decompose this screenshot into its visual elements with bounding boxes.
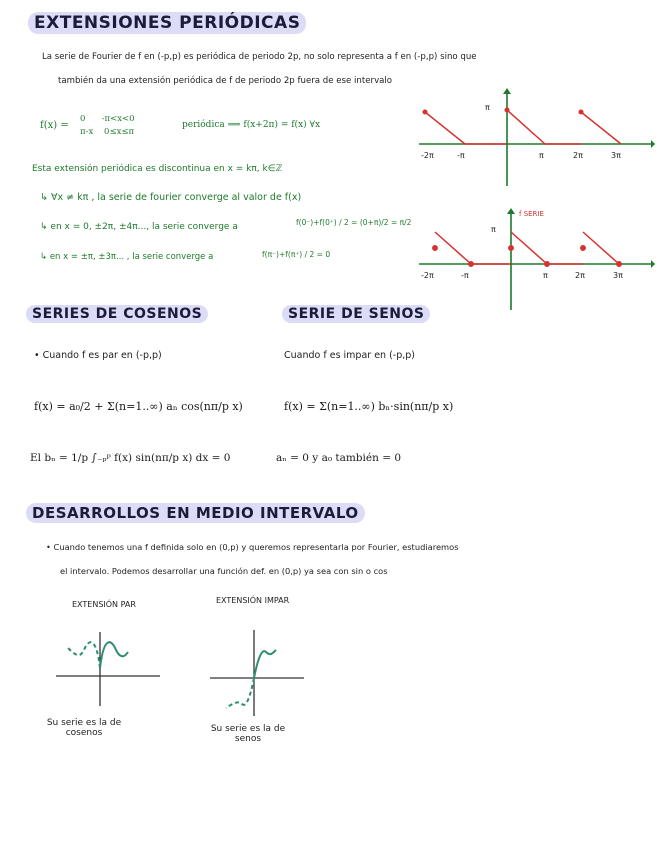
g2-label-2pi: 2π [575, 271, 585, 280]
periodic-line2: también da una extensión periódica de f de periodo 2p fuera de ese intervalo [58, 76, 393, 86]
sin-an: aₙ = 0 y a₀ también = 0 [276, 452, 402, 464]
bullet3a: ↳ en x = ±π, ±3π... , la serie converge a [40, 252, 214, 262]
g2-label-negpi: -π [461, 271, 469, 280]
def-case1: 0 -π<x<0 [80, 114, 135, 124]
g1-label-pi-y: π [485, 103, 490, 112]
even-curve-left [68, 642, 100, 668]
disc-text: Esta extensión periódica es discontinua en x = kπ, k∈ℤ [32, 164, 283, 174]
caption-even: Su serie es la de cosenos [46, 718, 122, 738]
caption-odd: Su serie es la de senos [210, 724, 286, 744]
sin-formula: f(x) = Σ(n=1..∞) bₙ·sin(nπ/p x) [284, 400, 454, 413]
g1-label-3pi: 3π [611, 151, 621, 160]
odd-curve-left [226, 678, 254, 708]
g1-label-pi: π [539, 151, 544, 160]
bullet1: ↳ ∀x ≠ kπ , la serie de fourier converge al valor de f(x) [40, 192, 302, 203]
periodic-line1: La serie de Fourier de f en (-p,p) es periódica de periodo 2p, no solo representa a f en (-p,p) sino que [42, 52, 477, 62]
bullet3b: f(π⁻)+f(π⁺) / 2 = 0 [262, 250, 331, 259]
graph-odd-extension [208, 628, 318, 718]
sin-condition: Cuando f es impar en (-p,p) [284, 350, 416, 361]
g2-label-3pi: 3π [613, 271, 623, 280]
label-ext-impar: EXTENSIÓN IMPAR [216, 596, 290, 605]
def-case2: π-x 0≤x≤π [80, 127, 135, 137]
odd-curve-right [254, 650, 276, 678]
graph-series-convergence [415, 202, 655, 312]
g2-label-pi: π [543, 271, 548, 280]
label-ext-par: EXTENSIÓN PAR [72, 600, 136, 609]
periodic-text: periódica ⟹ f(x+2π) = f(x) ∀x [182, 120, 321, 130]
cos-formula: f(x) = a₀/2 + Σ(n=1..∞) aₙ cos(nπ/p x) [34, 400, 243, 413]
g1-label-negpi: -π [457, 151, 465, 160]
graph1-function [423, 108, 621, 144]
half-line2: el intervalo. Podemos desarrollar una función def. en (0,p) ya sea con sin o cos [60, 566, 388, 576]
def-lhs: f(x) = [40, 120, 69, 131]
cos-condition: • Cuando f es par en (-p,p) [34, 350, 162, 361]
title-sin: SERIE DE SENOS [282, 305, 430, 323]
graph2-function [433, 232, 621, 266]
graph-even-extension [54, 628, 164, 708]
g1-label-2pi: 2π [573, 151, 583, 160]
title-half-range: DESARROLLOS EN MEDIO INTERVALO [26, 503, 365, 523]
bullet2b: f(0⁻)+f(0⁺) / 2 = (0+π)/2 = π/2 [296, 218, 412, 227]
g2-series-note: f SERIE [519, 210, 544, 218]
graph2-axes [419, 208, 655, 310]
bullet2a: ↳ en x = 0, ±2π, ±4π..., la serie converge a [40, 222, 238, 232]
title-periodic: EXTENSIONES PERIÓDICAS [28, 12, 306, 34]
half-line1: • Cuando tenemos una f definida solo en (0,p) y queremos representarla por Fourier, estudiaremos [46, 542, 459, 552]
title-cos: SERIES DE COSENOS [26, 305, 208, 323]
graph-periodic-extension [415, 88, 655, 188]
cos-bn: El bₙ = 1/p ∫₋ₚᵖ f(x) sin(nπ/p x) dx = 0 [30, 452, 231, 464]
g2-label-pi-y: π [491, 225, 496, 234]
g2-label-neg2pi: -2π [421, 271, 434, 280]
g1-label-neg2pi: -2π [421, 151, 434, 160]
even-curve-right [100, 642, 128, 668]
